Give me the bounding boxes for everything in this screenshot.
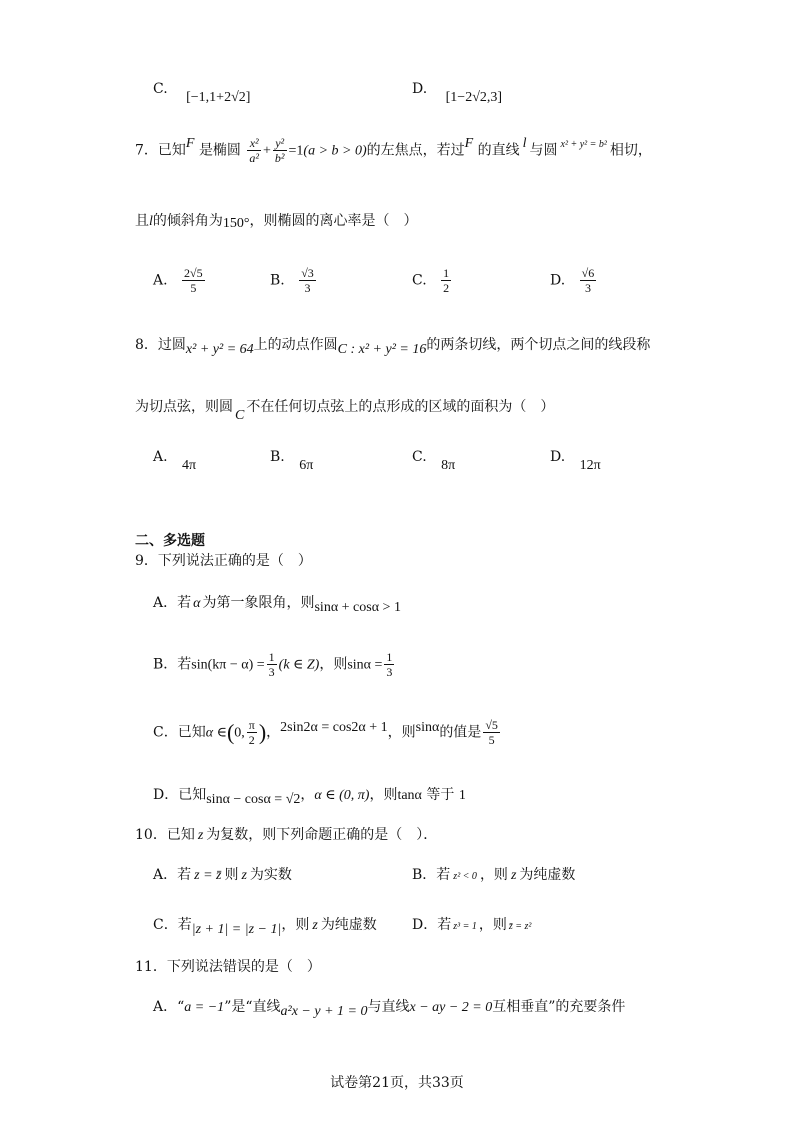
q7-option-d bbox=[550, 266, 598, 295]
fraction-y2-b2: $\frac{\text{y²}}{\text{b²}}$ bbox=[274, 136, 285, 165]
question-number: 10．已知 bbox=[135, 827, 195, 843]
text: ，则 bbox=[281, 917, 310, 933]
option-label: C. bbox=[153, 81, 168, 97]
math: a = −1 bbox=[184, 1000, 225, 1015]
denominator: 2 bbox=[443, 281, 450, 295]
option-label: B．若 bbox=[153, 656, 192, 673]
math: a²x − y + 1 = 0 bbox=[280, 1004, 368, 1019]
math: z² < 0 bbox=[453, 871, 477, 882]
text: 的左焦点，若过 bbox=[366, 142, 465, 159]
math: α ∈ (0, π) bbox=[314, 788, 370, 803]
math: sinα = bbox=[347, 657, 383, 673]
q9-option-b bbox=[153, 650, 396, 679]
q9-stem: 9．下列说法正确的是（ ） bbox=[135, 553, 312, 569]
numerator: √3 bbox=[301, 266, 314, 280]
math: 1 bbox=[458, 788, 466, 803]
text: 等于 bbox=[426, 787, 455, 803]
numerator: 1 bbox=[443, 266, 450, 280]
denominator: 3 bbox=[386, 665, 393, 679]
denominator: 3 bbox=[268, 665, 275, 679]
text: ，则 bbox=[479, 867, 508, 883]
q10-option-c bbox=[153, 916, 377, 935]
angle-value: 150° bbox=[222, 216, 250, 231]
q9-option-c: C．已知α ∈(0, $\frac{\pi}{2}$ )，2sin2α = cos2α + 1，则sinα的值是 $\frac{√5}{5}$ bbox=[153, 718, 498, 747]
denominator: 3 bbox=[299, 280, 316, 295]
q7-option-a bbox=[153, 266, 207, 295]
math: |z + 1| = |z − 1| bbox=[191, 922, 282, 937]
numerator: √5 bbox=[485, 718, 498, 732]
q10-option-a bbox=[153, 866, 292, 885]
text: 为纯虚数 bbox=[519, 867, 576, 883]
text: ，则 bbox=[478, 917, 507, 933]
numerator: √6 bbox=[581, 266, 595, 280]
section-title: 二、多选题 bbox=[135, 533, 205, 549]
q8-option-b bbox=[270, 448, 314, 473]
text: ”是“直线 bbox=[224, 999, 281, 1015]
option-label: C. bbox=[412, 272, 427, 289]
q11-stem: 11．下列说法错误的是（ ） bbox=[135, 959, 321, 975]
q7-stem-line2 bbox=[135, 212, 418, 231]
text: 不在任何切点弦上的点形成的区域的面积为（ ） bbox=[246, 399, 555, 415]
variable-z: z bbox=[197, 828, 204, 843]
text: 为复数，则下列命题正确的是（ ）． bbox=[206, 827, 438, 843]
q10-option-b bbox=[412, 866, 575, 886]
equation: x² + y² = 64 bbox=[185, 342, 254, 357]
variable-z: z bbox=[510, 868, 517, 883]
text: 是椭圆 bbox=[198, 142, 241, 159]
text: 则 bbox=[224, 867, 239, 883]
option-label: D．若 bbox=[412, 917, 452, 933]
q9-option-a bbox=[153, 594, 401, 613]
q10-option-d bbox=[412, 916, 533, 936]
text: 的直线 bbox=[477, 142, 520, 159]
text: ，则椭圆的离心率是（ ） bbox=[249, 213, 418, 229]
circle-equation: x² + y² = b² bbox=[560, 138, 607, 150]
math: (k ∈ Z) bbox=[278, 657, 320, 673]
text: ，则 bbox=[369, 787, 398, 803]
text: 为第一象限角，则 bbox=[202, 595, 315, 611]
denominator: 2 bbox=[247, 732, 257, 747]
option-label: D．已知 bbox=[153, 787, 207, 803]
option-math: [−1,1+2√2] bbox=[186, 90, 251, 105]
q8-option-c bbox=[412, 448, 456, 473]
option-label: A．若 bbox=[153, 867, 192, 883]
option-label: A. bbox=[153, 272, 168, 289]
option-label: C. bbox=[412, 449, 427, 465]
math: z³ = 1 bbox=[453, 921, 477, 932]
text: 为切点弦，则圆 bbox=[135, 399, 233, 415]
math: sinα − cosα = √2 bbox=[206, 792, 301, 807]
question-number: 7．已知 bbox=[135, 142, 186, 159]
option-label: A. bbox=[153, 449, 168, 465]
option-label: B．若 bbox=[412, 867, 451, 883]
q8-stem-line2 bbox=[135, 398, 555, 423]
q8-stem-line1 bbox=[135, 336, 650, 355]
option-label: A．“ bbox=[153, 999, 185, 1015]
text: 相切， bbox=[609, 142, 652, 159]
denominator: 5 bbox=[182, 280, 205, 295]
q11-option-a bbox=[153, 998, 625, 1017]
equation: C : x² + y² = 16 bbox=[337, 342, 427, 357]
text: 为实数 bbox=[249, 867, 292, 883]
q7-stem-line1: 7．已知F 是椭圆 $\frac{\text{x²}}{\text{a²}}$ + $\frac{\text{y²}}{\text{b²}}$ =1(a > b > 0)的左焦点，若过F 的直线 l 与圆 $^{x^2 + y^2 = b^2}$ 相切， bbox=[135, 135, 652, 165]
option-value: 4π bbox=[182, 458, 197, 473]
math: 2sin2α = cos2α + 1 bbox=[280, 719, 388, 735]
text: 的两条切线，两个切点之间的线段称 bbox=[426, 337, 651, 353]
text: 的倾斜角为 bbox=[152, 213, 223, 229]
alpha: α bbox=[193, 596, 201, 611]
q9-option-d bbox=[153, 786, 466, 805]
option-label: B. bbox=[270, 272, 285, 289]
option-label: D. bbox=[550, 449, 566, 465]
numerator: 1 bbox=[386, 650, 393, 664]
math: sin(kπ − α) = bbox=[191, 657, 265, 673]
option-label: D. bbox=[550, 272, 566, 289]
circle-C: C bbox=[235, 408, 245, 423]
option-value: 8π bbox=[441, 458, 456, 473]
text: 的值是 bbox=[439, 724, 482, 741]
fraction-x2-a2: $\frac{\text{x²}}{\text{a²}}$ bbox=[249, 136, 259, 165]
denominator: 3 bbox=[580, 280, 597, 295]
q6-option-d bbox=[412, 80, 503, 105]
q8-option-d bbox=[550, 448, 601, 473]
math: z̄ = z² bbox=[508, 921, 532, 932]
text: 为纯虚数 bbox=[320, 917, 377, 933]
text: 互相垂直”的充要条件 bbox=[492, 999, 626, 1015]
numerator: π bbox=[248, 718, 255, 732]
math: α ∈ bbox=[205, 725, 227, 741]
math: sinα bbox=[415, 719, 440, 735]
denominator: 5 bbox=[483, 732, 500, 747]
math: 0, bbox=[234, 725, 245, 741]
math: sinα + cosα > 1 bbox=[314, 600, 401, 615]
math: x − ay − 2 = 0 bbox=[409, 1000, 493, 1015]
q10-stem bbox=[135, 826, 437, 845]
numerator: 1 bbox=[268, 650, 275, 664]
math: tanα bbox=[397, 788, 422, 803]
option-value: 12π bbox=[579, 458, 601, 473]
line-l: l bbox=[149, 214, 153, 229]
q7-option-b bbox=[270, 266, 318, 295]
option-value: 6π bbox=[299, 458, 314, 473]
option-label: A．若 bbox=[153, 595, 192, 611]
q7-option-c bbox=[412, 266, 453, 295]
text: 且 bbox=[135, 213, 149, 229]
q8-option-a bbox=[153, 448, 197, 473]
ellipse-condition: (a > b > 0) bbox=[303, 143, 367, 159]
option-label: B. bbox=[270, 449, 285, 465]
text: ，则 bbox=[319, 656, 348, 673]
text: 上的动点作圆 bbox=[253, 337, 338, 353]
question-number: 8．过圆 bbox=[135, 337, 186, 353]
numerator: 2√5 bbox=[184, 266, 203, 280]
text: 与直线 bbox=[367, 999, 410, 1015]
option-math: [1−2√2,3] bbox=[445, 90, 503, 105]
option-label: C．已知 bbox=[153, 724, 206, 741]
text: ，则 bbox=[387, 724, 416, 741]
focus-F: F bbox=[185, 135, 195, 151]
text: 与圆 bbox=[529, 142, 558, 159]
option-label: C．若 bbox=[153, 917, 192, 933]
q6-option-c bbox=[153, 80, 251, 105]
variable-z: z bbox=[312, 918, 318, 933]
math: z = z̄ bbox=[194, 868, 222, 883]
option-label: D. bbox=[412, 81, 428, 97]
variable-z: z bbox=[241, 868, 247, 883]
page-footer: 试卷第21页，共33页 bbox=[330, 1075, 464, 1091]
text: ， bbox=[300, 787, 315, 803]
text: ， bbox=[266, 724, 281, 741]
